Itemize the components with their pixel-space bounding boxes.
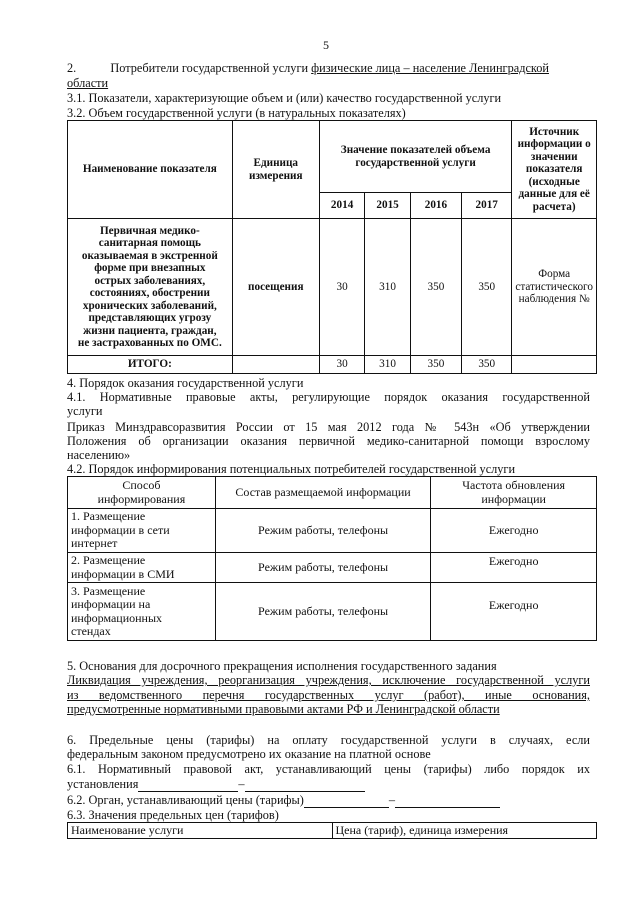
line-5-reasons: Ликвидация учреждения, реорганизация учреждения, исключение государственной услуги <box>67 673 590 687</box>
freq-cell: Ежегодно <box>431 509 597 553</box>
order-text-cont: Положения об организации оказания первичной медико-санитарной помощи взрослому <box>67 434 590 448</box>
col-header-freq: Частота обновления информации <box>431 477 597 509</box>
order-text: Приказ Минздравсоразвития России от 15 мая 2012 года № 543н «Об утверждении <box>67 420 590 434</box>
volume-table <box>67 120 597 374</box>
row-value: 30 <box>319 219 364 356</box>
line-6-1: 6.1. Нормативный правовой акт, устанавливающий цены (тарифы) либо порядок их <box>67 762 590 776</box>
dash: – <box>238 777 245 791</box>
col-header-source: Источник информации о значении показателя (исходные данные для её расчета) <box>512 121 597 219</box>
line-6-3: 6.3. Значения предельных цен (тарифов) <box>67 808 279 822</box>
row-unit: посещения <box>232 219 319 356</box>
line-4-2: 4.2. Порядок информирования потенциальных потребителей государственной услуги <box>67 462 516 476</box>
table-row <box>68 553 597 583</box>
col-header-unit: Единица измерения <box>232 121 319 219</box>
page-number: 5 <box>323 38 329 52</box>
line-6-2: 6.2. Орган, устанавливающий цены (тарифы) – <box>67 793 590 808</box>
line-6-cont: федеральным законом предусмотрено их оказание на платной основе <box>67 747 431 761</box>
col-header-method: Способ информирования <box>68 477 216 509</box>
col-header-values: Значение показателей объема государственной услуги <box>319 121 512 193</box>
year-header: 2014 <box>319 193 364 219</box>
method-cell: 3. Размещение информации на информационных стендах <box>68 583 216 641</box>
row-value: 310 <box>365 219 410 356</box>
line-5-reasons-cont: из ведомственного перечня государственных услуг (работ), иные основания, <box>67 688 590 702</box>
year-header: 2015 <box>365 193 410 219</box>
content-cell: Режим работы, телефоны <box>215 553 431 583</box>
col-header-name: Наименование показателя <box>68 121 233 219</box>
total-label: ИТОГО: <box>68 356 233 374</box>
section-2-num: 2. <box>67 61 77 75</box>
year-header: 2016 <box>410 193 461 219</box>
col-header-service: Наименование услуги <box>68 823 333 839</box>
line-4: 4. Порядок оказания государственной услуги <box>67 376 304 390</box>
line-3-1: 3.1. Показатели, характеризующие объем и (или) качество государственной услуги <box>67 91 502 105</box>
section-2-label: Потребители государственной услуги <box>110 61 309 75</box>
row-name: Первичная медико- санитарная помощь оказываемая в экстренной форме при внезапных острых заболеваниях, состояниях, обострении хронических заболеваний, представляющих угрозу жизни пациента, граждан, не застрахованных по ОМС. <box>68 219 233 356</box>
table-row <box>68 219 597 356</box>
dash: – <box>388 793 396 807</box>
freq-cell: Ежегодно <box>431 583 597 641</box>
row-value: 350 <box>462 219 512 356</box>
method-cell: 1. Размещение информации в сети интернет <box>68 509 216 553</box>
total-value: 30 <box>319 356 364 374</box>
total-value: 350 <box>462 356 512 374</box>
col-header-price: Цена (тариф), единица измерения <box>332 823 596 839</box>
line-5-reasons-end: предусмотренные нормативными правовыми актами РФ и Ленинградской области <box>67 702 500 716</box>
total-value: 350 <box>410 356 461 374</box>
line-3-2: 3.2. Объем государственной услуги (в натуральных показателях) <box>67 106 406 120</box>
total-row <box>68 356 597 374</box>
col-header-content: Состав размещаемой информации <box>215 477 431 509</box>
line-6-1-cont: установления – <box>67 777 590 792</box>
method-cell: 2. Размещение информации в СМИ <box>68 553 216 583</box>
table-row <box>68 509 597 553</box>
year-header: 2017 <box>462 193 512 219</box>
row-value: 350 <box>410 219 461 356</box>
section-2 <box>67 61 590 90</box>
line-4-1: 4.1. Нормативные правовые акты, регулирующие порядок оказания государственной <box>67 390 590 404</box>
content-cell: Режим работы, телефоны <box>215 583 431 641</box>
freq-cell: Ежегодно <box>431 553 597 583</box>
price-table <box>67 822 597 839</box>
line-6: 6. Предельные цены (тарифы) на оплату государственной услуги в случаях, если <box>67 733 590 747</box>
info-table <box>67 476 597 641</box>
content-cell: Режим работы, телефоны <box>215 509 431 553</box>
line-5: 5. Основания для досрочного прекращения исполнения государственного задания <box>67 659 497 673</box>
section-2-value: физические лица – население Ленинградской <box>311 61 549 75</box>
total-value: 310 <box>365 356 410 374</box>
section-2-value-cont: области <box>67 75 109 90</box>
order-text-end: населению» <box>67 448 131 462</box>
row-source: Форма статистического наблюдения № <box>512 219 597 356</box>
line-4-1-cont: услуги <box>67 404 103 418</box>
table-row <box>68 583 597 641</box>
